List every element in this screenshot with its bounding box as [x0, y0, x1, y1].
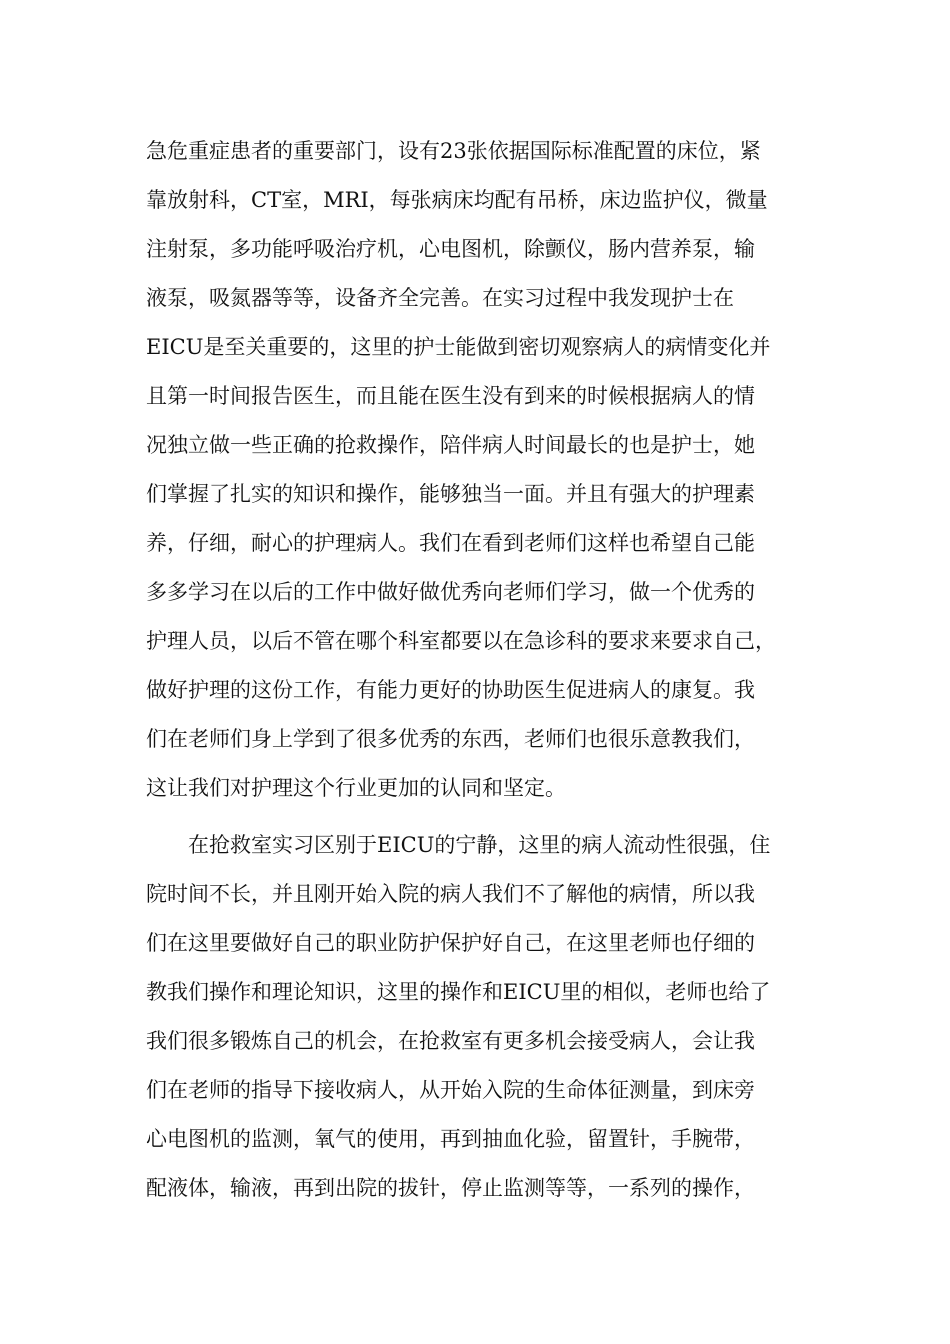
text-line: 注射泵，多功能呼吸治疗机，心电图机，除颤仪，肠内营养泵，输 — [146, 237, 755, 261]
text-line: 况独立做一些正确的抢救操作，陪伴病人时间最长的也是护士，她 — [146, 433, 755, 457]
text-line: 液泵，吸氮器等等，设备齐全完善。在实习过程中我发现护士在 — [146, 286, 734, 310]
text-line: 们掌握了扎实的知识和操作，能够独当一面。并且有强大的护理素 — [146, 482, 755, 506]
text-line: 急危重症患者的重要部门，设有23张依据国际标准配置的床位，紧 — [146, 139, 761, 163]
text-line: 做好护理的这份工作，有能力更好的协助医生促进病人的康复。我 — [146, 678, 755, 702]
text-line: EICU是至关重要的，这里的护士能做到密切观察病人的病情变化并 — [146, 335, 771, 359]
text-line-indented: 在抢救室实习区别于EICU的宁静，这里的病人流动性很强，住 — [188, 833, 771, 857]
text-line: 们在老师们身上学到了很多优秀的东西，老师们也很乐意教我们， — [146, 727, 755, 751]
paragraph-1 — [146, 127, 806, 813]
text-line: 我们很多锻炼自己的机会，在抢救室有更多机会接受病人，会让我 — [146, 1029, 755, 1053]
text-line: 们在这里要做好自己的职业防护保护好自己，在这里老师也仔细的 — [146, 931, 755, 955]
text-line: 院时间不长，并且刚开始入院的病人我们不了解他的病情，所以我 — [146, 882, 755, 906]
text-line: 养，仔细，耐心的护理病人。我们在看到老师们这样也希望自己能 — [146, 531, 755, 555]
text-line: 靠放射科，CT室，MRI，每张病床均配有吊桥，床边监护仪，微量 — [146, 188, 768, 212]
text-line: 护理人员，以后不管在哪个科室都要以在急诊科的要求来要求自己， — [146, 629, 776, 653]
text-line: 多多学习在以后的工作中做好做优秀向老师们学习，做一个优秀的 — [146, 580, 755, 604]
text-line: 配液体，输液，再到出院的拔针，停止监测等等，一系列的操作， — [146, 1176, 755, 1200]
text-line: 这让我们对护理这个行业更加的认同和坚定。 — [146, 776, 566, 800]
text-line: 们在老师的指导下接收病人，从开始入院的生命体征测量，到床旁 — [146, 1078, 755, 1102]
text-line: 且第一时间报告医生，而且能在医生没有到来的时候根据病人的情 — [146, 384, 755, 408]
text-line: 教我们操作和理论知识，这里的操作和EICU里的相似，老师也给了 — [146, 980, 771, 1004]
text-line: 心电图机的监测，氧气的使用，再到抽血化验，留置针，手腕带， — [146, 1127, 755, 1151]
paragraph-2 — [146, 821, 806, 1213]
